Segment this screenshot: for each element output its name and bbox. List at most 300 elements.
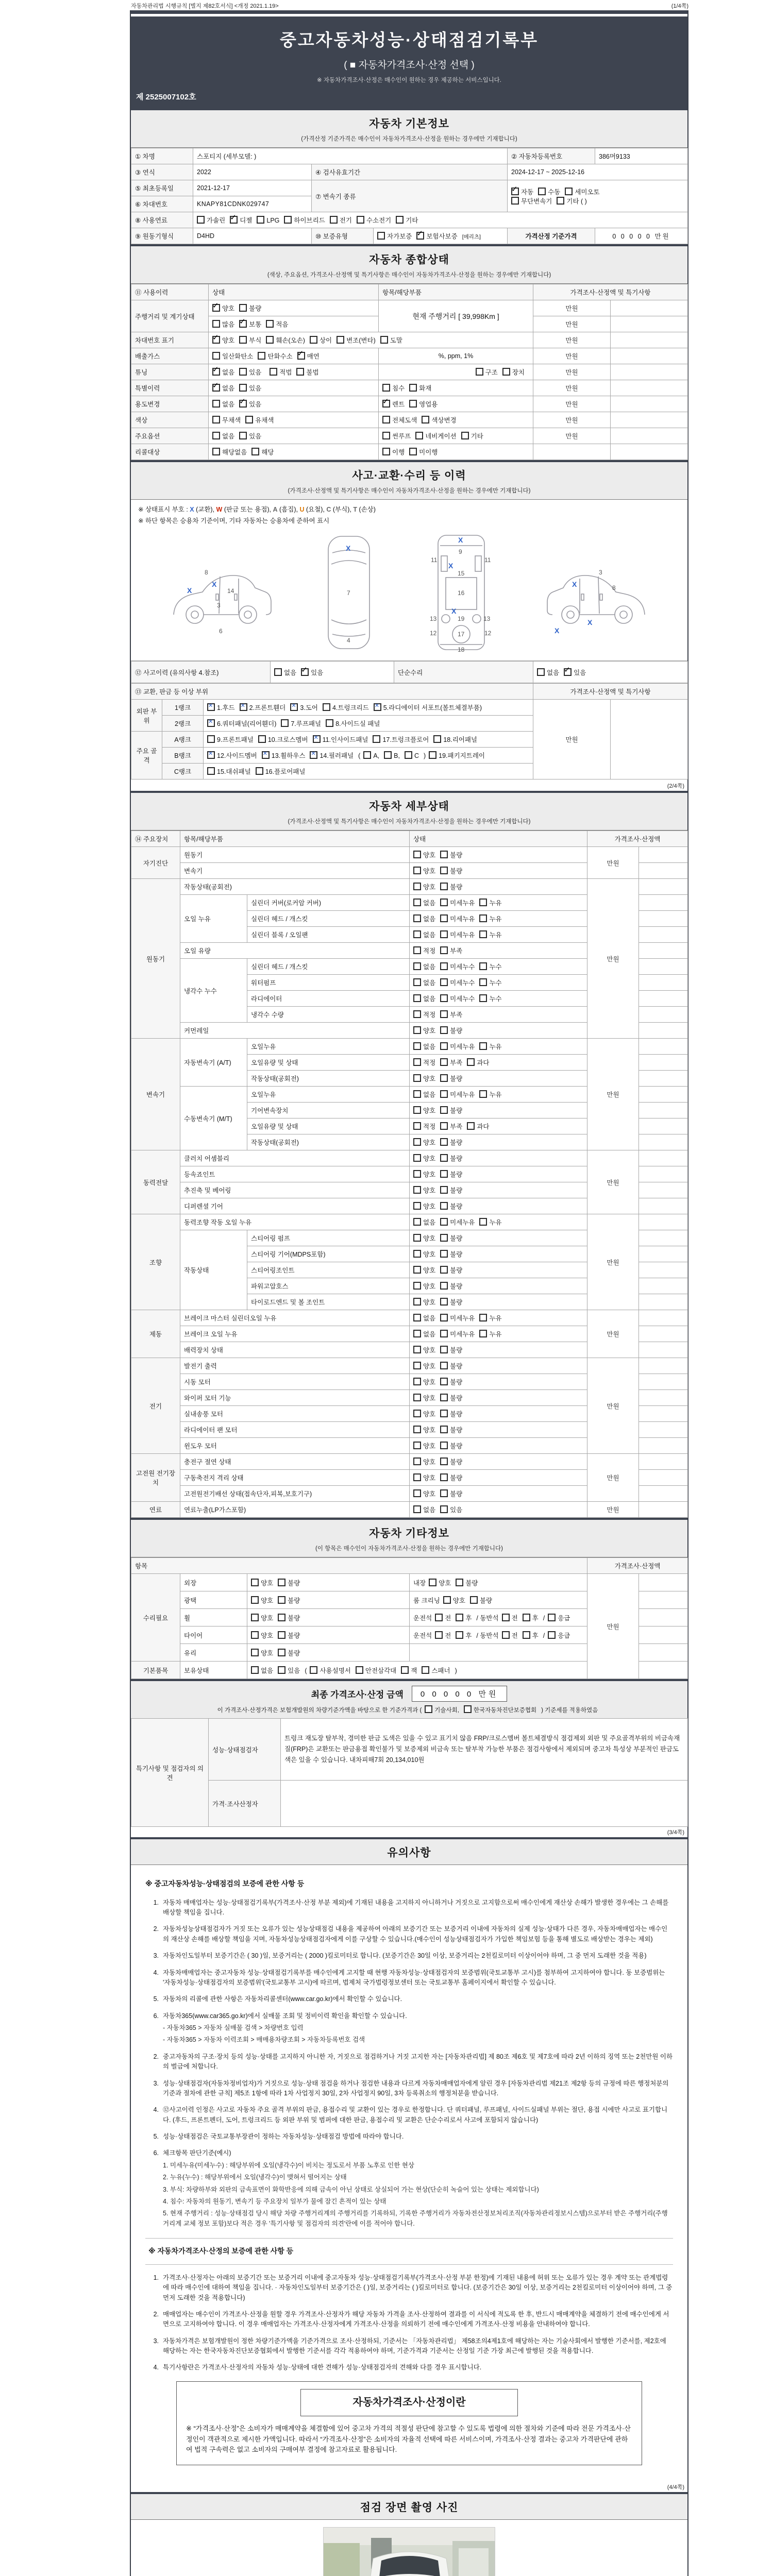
checkbox-option[interactable] — [479, 930, 501, 939]
checkbox-option[interactable] — [373, 735, 429, 744]
checkbox[interactable] — [384, 751, 392, 759]
checkbox-option[interactable] — [413, 1377, 435, 1386]
checkbox[interactable] — [440, 1266, 448, 1274]
checkbox[interactable] — [413, 1458, 421, 1465]
checkbox-option[interactable] — [440, 1090, 475, 1099]
checkbox-option[interactable] — [313, 735, 368, 744]
checkbox[interactable] — [413, 1026, 421, 1034]
checkbox-option[interactable] — [456, 1613, 472, 1622]
checkbox-option[interactable] — [440, 1042, 475, 1051]
checkbox[interactable] — [266, 320, 274, 328]
checkbox-option[interactable] — [337, 335, 376, 345]
checkbox-option[interactable] — [440, 1201, 462, 1211]
checkbox-option[interactable] — [440, 1489, 462, 1498]
checkbox-option[interactable] — [380, 335, 402, 345]
checkbox[interactable] — [278, 1649, 285, 1656]
checkbox-option[interactable] — [363, 751, 379, 759]
checkbox[interactable] — [440, 1234, 448, 1242]
checkbox[interactable] — [440, 1346, 448, 1353]
checkbox[interactable] — [456, 1614, 463, 1621]
checkbox-option[interactable] — [356, 1666, 396, 1675]
checkbox[interactable] — [413, 1090, 421, 1098]
checkbox[interactable] — [440, 946, 448, 954]
checkbox[interactable] — [440, 1106, 448, 1114]
checkbox[interactable] — [230, 216, 238, 224]
checkbox[interactable] — [479, 1218, 487, 1226]
checkbox-option[interactable] — [278, 1596, 300, 1605]
checkbox-option[interactable] — [251, 1578, 273, 1587]
checkbox-option[interactable] — [401, 1666, 417, 1675]
checkbox[interactable] — [440, 1058, 448, 1066]
checkbox[interactable] — [212, 416, 220, 423]
checkbox[interactable] — [456, 1631, 463, 1639]
checkbox-option[interactable] — [413, 1122, 435, 1131]
checkbox-option[interactable] — [523, 1631, 539, 1640]
checkbox[interactable] — [212, 304, 220, 312]
checkbox-option[interactable] — [440, 1329, 475, 1338]
checkbox-option[interactable] — [440, 882, 462, 891]
checkbox[interactable] — [440, 1394, 448, 1401]
checkbox[interactable] — [433, 735, 441, 743]
checkbox[interactable] — [207, 703, 215, 711]
checkbox-option[interactable] — [440, 1010, 462, 1019]
checkbox-option[interactable] — [413, 1090, 435, 1099]
checkbox[interactable] — [413, 1282, 421, 1290]
checkbox-option[interactable] — [382, 447, 405, 456]
checkbox[interactable] — [479, 978, 487, 986]
checkbox-option[interactable] — [413, 1185, 435, 1195]
checkbox-option[interactable] — [413, 1217, 435, 1227]
checkbox-option[interactable] — [440, 1473, 462, 1482]
checkbox-option[interactable] — [413, 1313, 435, 1323]
checkbox-option[interactable] — [440, 1185, 462, 1195]
checkbox-option[interactable] — [258, 735, 308, 744]
checkbox-option[interactable] — [440, 1122, 462, 1131]
checkbox[interactable] — [537, 668, 545, 676]
checkbox[interactable] — [413, 1202, 421, 1210]
checkbox[interactable] — [409, 448, 417, 455]
checkbox[interactable] — [443, 1596, 451, 1604]
checkbox[interactable] — [278, 1631, 285, 1639]
checkbox-option[interactable] — [323, 703, 369, 712]
checkbox[interactable] — [479, 914, 487, 922]
checkbox[interactable] — [461, 432, 469, 439]
checkbox-option[interactable] — [440, 994, 475, 1003]
checkbox[interactable] — [523, 1631, 530, 1639]
checkbox[interactable] — [502, 1631, 510, 1639]
checkbox[interactable] — [396, 216, 404, 224]
checkbox[interactable] — [479, 1314, 487, 1321]
checkbox[interactable] — [413, 1378, 421, 1385]
checkbox-option[interactable] — [357, 215, 391, 225]
checkbox[interactable] — [251, 1649, 259, 1656]
checkbox-option[interactable] — [440, 898, 475, 907]
checkbox[interactable] — [281, 719, 289, 727]
checkbox[interactable] — [313, 735, 321, 743]
checkbox[interactable] — [479, 994, 487, 1002]
checkbox-option[interactable] — [440, 1361, 462, 1370]
checkbox-option[interactable] — [413, 1441, 435, 1450]
checkbox-option[interactable] — [435, 1613, 451, 1622]
checkbox[interactable] — [270, 368, 277, 376]
checkbox[interactable] — [413, 1394, 421, 1401]
checkbox-option[interactable] — [413, 1409, 435, 1418]
checkbox-option[interactable] — [212, 431, 234, 440]
checkbox-option[interactable] — [240, 703, 286, 712]
checkbox-option[interactable] — [433, 735, 477, 744]
checkbox-option[interactable] — [409, 399, 438, 409]
checkbox-option[interactable] — [239, 303, 261, 313]
checkbox-option[interactable] — [440, 1313, 475, 1323]
checkbox[interactable] — [440, 1026, 448, 1034]
checkbox[interactable] — [548, 1631, 556, 1639]
checkbox[interactable] — [413, 1218, 421, 1226]
checkbox[interactable] — [538, 188, 546, 195]
checkbox[interactable] — [405, 751, 412, 759]
checkbox-option[interactable] — [297, 351, 320, 361]
checkbox-option[interactable] — [258, 351, 292, 361]
checkbox-option[interactable] — [440, 1058, 462, 1067]
checkbox[interactable] — [212, 432, 220, 439]
checkbox-option[interactable] — [413, 978, 435, 987]
checkbox-option[interactable] — [266, 335, 305, 345]
checkbox[interactable] — [440, 1458, 448, 1465]
checkbox-option[interactable] — [470, 1596, 492, 1605]
checkbox[interactable] — [278, 1614, 285, 1621]
checkbox[interactable] — [440, 1314, 448, 1321]
checkbox[interactable] — [440, 994, 448, 1002]
checkbox[interactable] — [435, 1631, 443, 1639]
checkbox[interactable] — [251, 1614, 259, 1621]
checkbox[interactable] — [413, 1170, 421, 1178]
checkbox-option[interactable] — [440, 1074, 462, 1083]
checkbox-option[interactable] — [502, 1613, 518, 1622]
checkbox[interactable] — [356, 1666, 363, 1674]
checkbox[interactable] — [245, 416, 253, 423]
checkbox[interactable] — [413, 1154, 421, 1162]
checkbox-option[interactable] — [440, 1138, 462, 1147]
checkbox[interactable] — [256, 767, 263, 775]
checkbox[interactable] — [440, 1330, 448, 1337]
checkbox[interactable] — [374, 703, 381, 711]
checkbox-option[interactable] — [479, 978, 501, 987]
checkbox-option[interactable] — [429, 1578, 451, 1587]
checkbox-option[interactable] — [230, 215, 252, 225]
checkbox-option[interactable] — [440, 914, 475, 923]
checkbox-option[interactable] — [461, 431, 483, 440]
checkbox-option[interactable] — [440, 1425, 462, 1434]
checkbox[interactable] — [440, 978, 448, 986]
checkbox-option[interactable] — [479, 898, 501, 907]
checkbox[interactable] — [502, 1614, 510, 1621]
checkbox[interactable] — [564, 668, 572, 676]
checkbox-option[interactable] — [413, 1201, 435, 1211]
checkbox[interactable] — [251, 1666, 259, 1674]
checkbox-option[interactable] — [251, 1596, 273, 1605]
checkbox[interactable] — [429, 751, 436, 759]
checkbox[interactable] — [413, 1250, 421, 1258]
checkbox-option[interactable] — [310, 751, 354, 760]
checkbox[interactable] — [239, 384, 247, 392]
checkbox[interactable] — [239, 368, 247, 376]
checkbox[interactable] — [413, 1314, 421, 1321]
checkbox-option[interactable] — [440, 930, 475, 939]
checkbox-option[interactable] — [413, 962, 435, 971]
checkbox-option[interactable] — [413, 1489, 435, 1498]
checkbox-option[interactable] — [440, 1154, 462, 1163]
checkbox[interactable] — [413, 1186, 421, 1194]
checkbox-option[interactable] — [479, 914, 501, 923]
checkbox[interactable] — [415, 432, 423, 439]
checkbox[interactable] — [413, 1410, 421, 1417]
checkbox[interactable] — [479, 1330, 487, 1337]
checkbox-option[interactable] — [239, 431, 261, 440]
checkbox-option[interactable] — [239, 319, 261, 329]
checkbox-option[interactable] — [377, 231, 412, 241]
checkbox-option[interactable] — [413, 914, 435, 923]
checkbox-option[interactable] — [251, 447, 274, 456]
checkbox-option[interactable] — [413, 1249, 435, 1259]
checkbox[interactable] — [251, 1596, 259, 1604]
checkbox[interactable] — [257, 216, 264, 224]
checkbox[interactable] — [440, 1074, 448, 1082]
checkbox[interactable] — [251, 1579, 259, 1586]
checkbox-option[interactable] — [384, 751, 400, 759]
checkbox[interactable] — [258, 352, 265, 360]
checkbox[interactable] — [323, 703, 330, 711]
checkbox[interactable] — [310, 751, 317, 759]
checkbox[interactable] — [565, 188, 573, 195]
checkbox-option[interactable] — [440, 850, 462, 859]
checkbox-option[interactable] — [502, 367, 525, 377]
checkbox-option[interactable] — [440, 1217, 475, 1227]
checkbox[interactable] — [297, 352, 305, 360]
checkbox[interactable] — [440, 1442, 448, 1449]
checkbox[interactable] — [284, 216, 292, 224]
checkbox-option[interactable] — [548, 1613, 570, 1622]
checkbox[interactable] — [239, 336, 247, 344]
checkbox[interactable] — [440, 1505, 448, 1513]
checkbox-option[interactable] — [212, 319, 234, 329]
checkbox-option[interactable] — [440, 946, 462, 955]
checkbox[interactable] — [382, 416, 390, 423]
checkbox-option[interactable] — [413, 1457, 435, 1466]
checkbox[interactable] — [440, 1202, 448, 1210]
checkbox[interactable] — [479, 930, 487, 938]
checkbox-option[interactable] — [464, 1705, 536, 1714]
checkbox-option[interactable] — [256, 767, 306, 776]
checkbox-option[interactable] — [467, 1122, 489, 1131]
checkbox-option[interactable] — [212, 447, 247, 456]
checkbox[interactable] — [274, 668, 282, 676]
checkbox-option[interactable] — [440, 1505, 462, 1514]
checkbox-option[interactable] — [396, 215, 418, 225]
checkbox[interactable] — [440, 1426, 448, 1433]
checkbox-option[interactable] — [382, 431, 411, 440]
checkbox[interactable] — [401, 1666, 409, 1674]
checkbox-option[interactable] — [440, 1393, 462, 1402]
checkbox-option[interactable] — [413, 1329, 435, 1338]
checkbox-option[interactable] — [310, 1666, 350, 1675]
checkbox-option[interactable] — [326, 719, 380, 728]
checkbox[interactable] — [479, 1090, 487, 1098]
checkbox-option[interactable] — [413, 1010, 435, 1019]
checkbox-option[interactable] — [239, 399, 261, 409]
checkbox[interactable] — [440, 914, 448, 922]
checkbox[interactable] — [425, 1705, 432, 1713]
checkbox[interactable] — [212, 320, 220, 328]
checkbox[interactable] — [413, 1346, 421, 1353]
checkbox[interactable] — [337, 336, 344, 344]
checkbox-option[interactable] — [239, 367, 261, 377]
checkbox-option[interactable] — [456, 1578, 478, 1587]
checkbox-option[interactable] — [440, 1170, 462, 1179]
checkbox[interactable] — [413, 1473, 421, 1481]
checkbox-option[interactable] — [413, 1154, 435, 1163]
checkbox-option[interactable] — [440, 1409, 462, 1418]
checkbox[interactable] — [557, 197, 564, 205]
checkbox-option[interactable] — [413, 1170, 435, 1179]
checkbox[interactable] — [502, 368, 510, 376]
checkbox[interactable] — [239, 320, 247, 328]
checkbox-option[interactable] — [537, 668, 559, 677]
checkbox[interactable] — [440, 1410, 448, 1417]
checkbox-option[interactable] — [413, 1505, 435, 1514]
checkbox-option[interactable] — [479, 1329, 501, 1338]
checkbox-option[interactable] — [413, 1425, 435, 1434]
checkbox-option[interactable] — [207, 767, 251, 776]
checkbox-option[interactable] — [425, 1705, 459, 1714]
checkbox[interactable] — [440, 899, 448, 906]
checkbox[interactable] — [413, 883, 421, 890]
checkbox-option[interactable] — [278, 1578, 300, 1587]
checkbox-option[interactable] — [296, 367, 318, 377]
checkbox[interactable] — [440, 1473, 448, 1481]
checkbox[interactable] — [413, 914, 421, 922]
checkbox[interactable] — [330, 216, 338, 224]
checkbox[interactable] — [440, 1122, 448, 1130]
checkbox[interactable] — [413, 1442, 421, 1449]
checkbox-option[interactable] — [301, 668, 323, 677]
checkbox-option[interactable] — [413, 1265, 435, 1275]
checkbox-option[interactable] — [413, 1058, 435, 1067]
checkbox[interactable] — [467, 1058, 475, 1066]
checkbox-option[interactable] — [413, 1106, 435, 1115]
checkbox-option[interactable] — [413, 930, 435, 939]
checkbox-option[interactable] — [374, 703, 482, 712]
checkbox[interactable] — [207, 751, 215, 759]
checkbox-option[interactable] — [212, 335, 234, 345]
checkbox[interactable] — [373, 735, 380, 743]
checkbox-option[interactable] — [251, 1648, 273, 1657]
checkbox[interactable] — [440, 1489, 448, 1497]
checkbox-option[interactable] — [212, 415, 241, 425]
checkbox[interactable] — [511, 188, 519, 195]
checkbox-option[interactable] — [557, 196, 586, 206]
checkbox[interactable] — [251, 1631, 259, 1639]
checkbox-option[interactable] — [251, 1613, 273, 1622]
checkbox[interactable] — [382, 432, 390, 439]
checkbox-option[interactable] — [239, 383, 261, 393]
checkbox[interactable] — [278, 1666, 285, 1674]
checkbox[interactable] — [416, 232, 424, 240]
checkbox-option[interactable] — [415, 431, 456, 440]
checkbox[interactable] — [456, 1579, 463, 1586]
checkbox-option[interactable] — [266, 319, 288, 329]
checkbox[interactable] — [301, 668, 309, 676]
checkbox-option[interactable] — [257, 216, 279, 224]
checkbox[interactable] — [464, 1705, 472, 1713]
checkbox-option[interactable] — [382, 383, 405, 393]
checkbox[interactable] — [440, 1282, 448, 1290]
checkbox-option[interactable] — [212, 367, 234, 377]
checkbox-option[interactable] — [502, 1631, 518, 1640]
checkbox[interactable] — [413, 1505, 421, 1513]
checkbox-option[interactable] — [251, 1666, 273, 1675]
checkbox-option[interactable] — [251, 1631, 273, 1640]
checkbox[interactable] — [470, 1596, 478, 1604]
checkbox[interactable] — [413, 962, 421, 970]
checkbox-option[interactable] — [440, 1026, 462, 1035]
checkbox-option[interactable] — [278, 1631, 300, 1640]
checkbox[interactable] — [258, 735, 266, 743]
checkbox-option[interactable] — [443, 1596, 465, 1605]
checkbox-option[interactable] — [422, 1666, 450, 1675]
checkbox-option[interactable] — [413, 946, 435, 955]
checkbox[interactable] — [440, 1154, 448, 1162]
checkbox[interactable] — [548, 1614, 556, 1621]
checkbox[interactable] — [440, 962, 448, 970]
checkbox-option[interactable] — [409, 383, 431, 393]
checkbox-option[interactable] — [511, 187, 533, 196]
checkbox[interactable] — [440, 1090, 448, 1098]
checkbox-option[interactable] — [413, 1074, 435, 1083]
checkbox[interactable] — [357, 216, 364, 224]
checkbox[interactable] — [413, 946, 421, 954]
checkbox[interactable] — [440, 930, 448, 938]
checkbox[interactable] — [440, 1186, 448, 1194]
checkbox-option[interactable] — [479, 1313, 501, 1323]
checkbox[interactable] — [296, 368, 304, 376]
checkbox[interactable] — [240, 703, 247, 711]
checkbox[interactable] — [239, 432, 247, 439]
checkbox-option[interactable] — [382, 399, 405, 409]
checkbox[interactable] — [413, 1010, 421, 1018]
checkbox-option[interactable] — [413, 1233, 435, 1243]
checkbox-option[interactable] — [440, 1265, 462, 1275]
checkbox[interactable] — [413, 867, 421, 874]
checkbox-option[interactable] — [239, 335, 261, 345]
checkbox[interactable] — [326, 719, 333, 727]
checkbox[interactable] — [479, 899, 487, 906]
checkbox-option[interactable] — [479, 1090, 501, 1099]
checkbox[interactable] — [440, 1298, 448, 1306]
checkbox-option[interactable] — [413, 1026, 435, 1035]
checkbox-option[interactable] — [212, 383, 234, 393]
checkbox[interactable] — [266, 336, 274, 344]
checkbox-option[interactable] — [440, 1441, 462, 1450]
checkbox[interactable] — [212, 400, 220, 408]
checkbox-option[interactable] — [278, 1613, 300, 1622]
checkbox[interactable] — [413, 1426, 421, 1433]
checkbox-option[interactable] — [270, 367, 292, 377]
checkbox[interactable] — [440, 851, 448, 858]
checkbox[interactable] — [207, 735, 215, 743]
checkbox-option[interactable] — [405, 751, 419, 759]
checkbox[interactable] — [262, 751, 270, 759]
checkbox[interactable] — [382, 448, 390, 455]
checkbox-option[interactable] — [479, 994, 501, 1003]
